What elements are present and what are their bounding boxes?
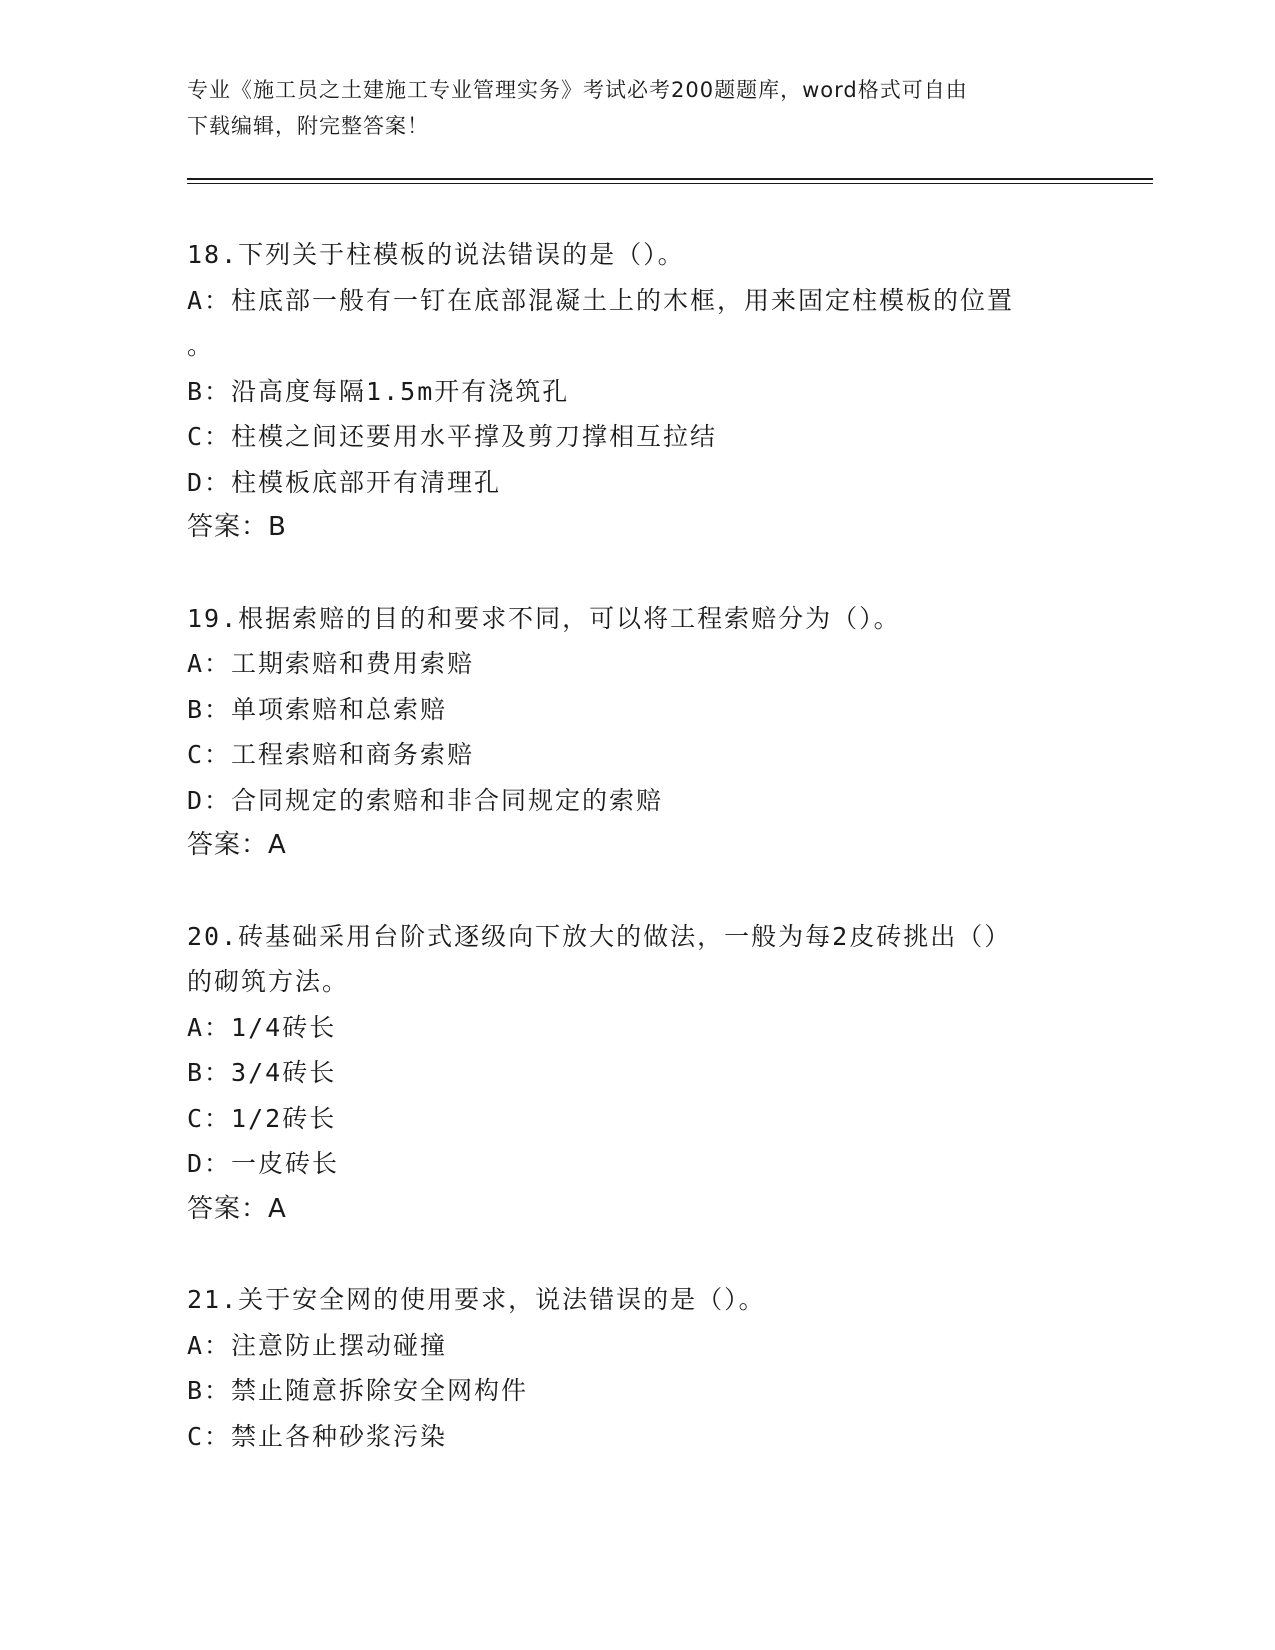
question-stem-continuation: 的砌筑方法。 <box>187 967 350 996</box>
header-divider-thick <box>187 178 1153 180</box>
answer-label: 答案：B <box>187 512 287 542</box>
question-stem: 21.关于安全网的使用要求，说法错误的是（）。 <box>187 1285 766 1314</box>
header-line-2: 下载编辑，附完整答案！ <box>187 114 429 138</box>
option-a: A：柱底部一般有一钉在底部混凝土上的木框，用来固定柱模板的位置 <box>187 285 1015 315</box>
document-header <box>187 72 1087 144</box>
header-line-1: 专业《施工员之土建施工专业管理实务》考试必考200题题库，word格式可自由 <box>187 78 968 102</box>
option-b: B：沿高度每隔1.5m开有浇筑孔 <box>187 376 570 406</box>
question-stem: 20.砖基础采用台阶式逐级向下放大的做法，一般为每2皮砖挑出（） <box>187 921 1012 951</box>
option-a: A：1/4砖长 <box>187 1012 337 1042</box>
question-stem: 18.下列关于柱模板的说法错误的是（）。 <box>187 240 685 269</box>
option-d: D：合同规定的索赔和非合同规定的索赔 <box>187 785 664 815</box>
option-c: C：工程索赔和商务索赔 <box>187 740 475 769</box>
question-20 <box>187 914 1087 1233</box>
answer-label: 答案：A <box>187 830 287 860</box>
question-stem: 19.根据索赔的目的和要求不同，可以将工程索赔分为（）。 <box>187 603 901 633</box>
question-18 <box>187 232 1087 551</box>
question-19 <box>187 596 1087 869</box>
option-b: B：3/4砖长 <box>187 1058 337 1087</box>
option-c: C：柱模之间还要用水平撑及剪刀撑相互拉结 <box>187 422 718 451</box>
option-a: A：工期索赔和费用索赔 <box>187 649 475 678</box>
question-list <box>187 232 1087 1504</box>
option-c: C：禁止各种砂浆污染 <box>187 1421 448 1451</box>
answer-label: 答案：A <box>187 1193 287 1224</box>
option-d: D：柱模板底部开有清理孔 <box>187 467 502 497</box>
option-d: D：一皮砖长 <box>187 1149 340 1178</box>
option-a-continuation: 。 <box>187 331 215 360</box>
option-a: A：注意防止摆动碰撞 <box>187 1330 448 1360</box>
option-b: B：单项索赔和总索赔 <box>187 694 448 724</box>
option-b: B：禁止随意拆除安全网构件 <box>187 1376 529 1405</box>
question-21 <box>187 1277 1087 1459</box>
option-c: C：1/2砖长 <box>187 1103 337 1133</box>
header-divider-thin <box>187 183 1153 184</box>
